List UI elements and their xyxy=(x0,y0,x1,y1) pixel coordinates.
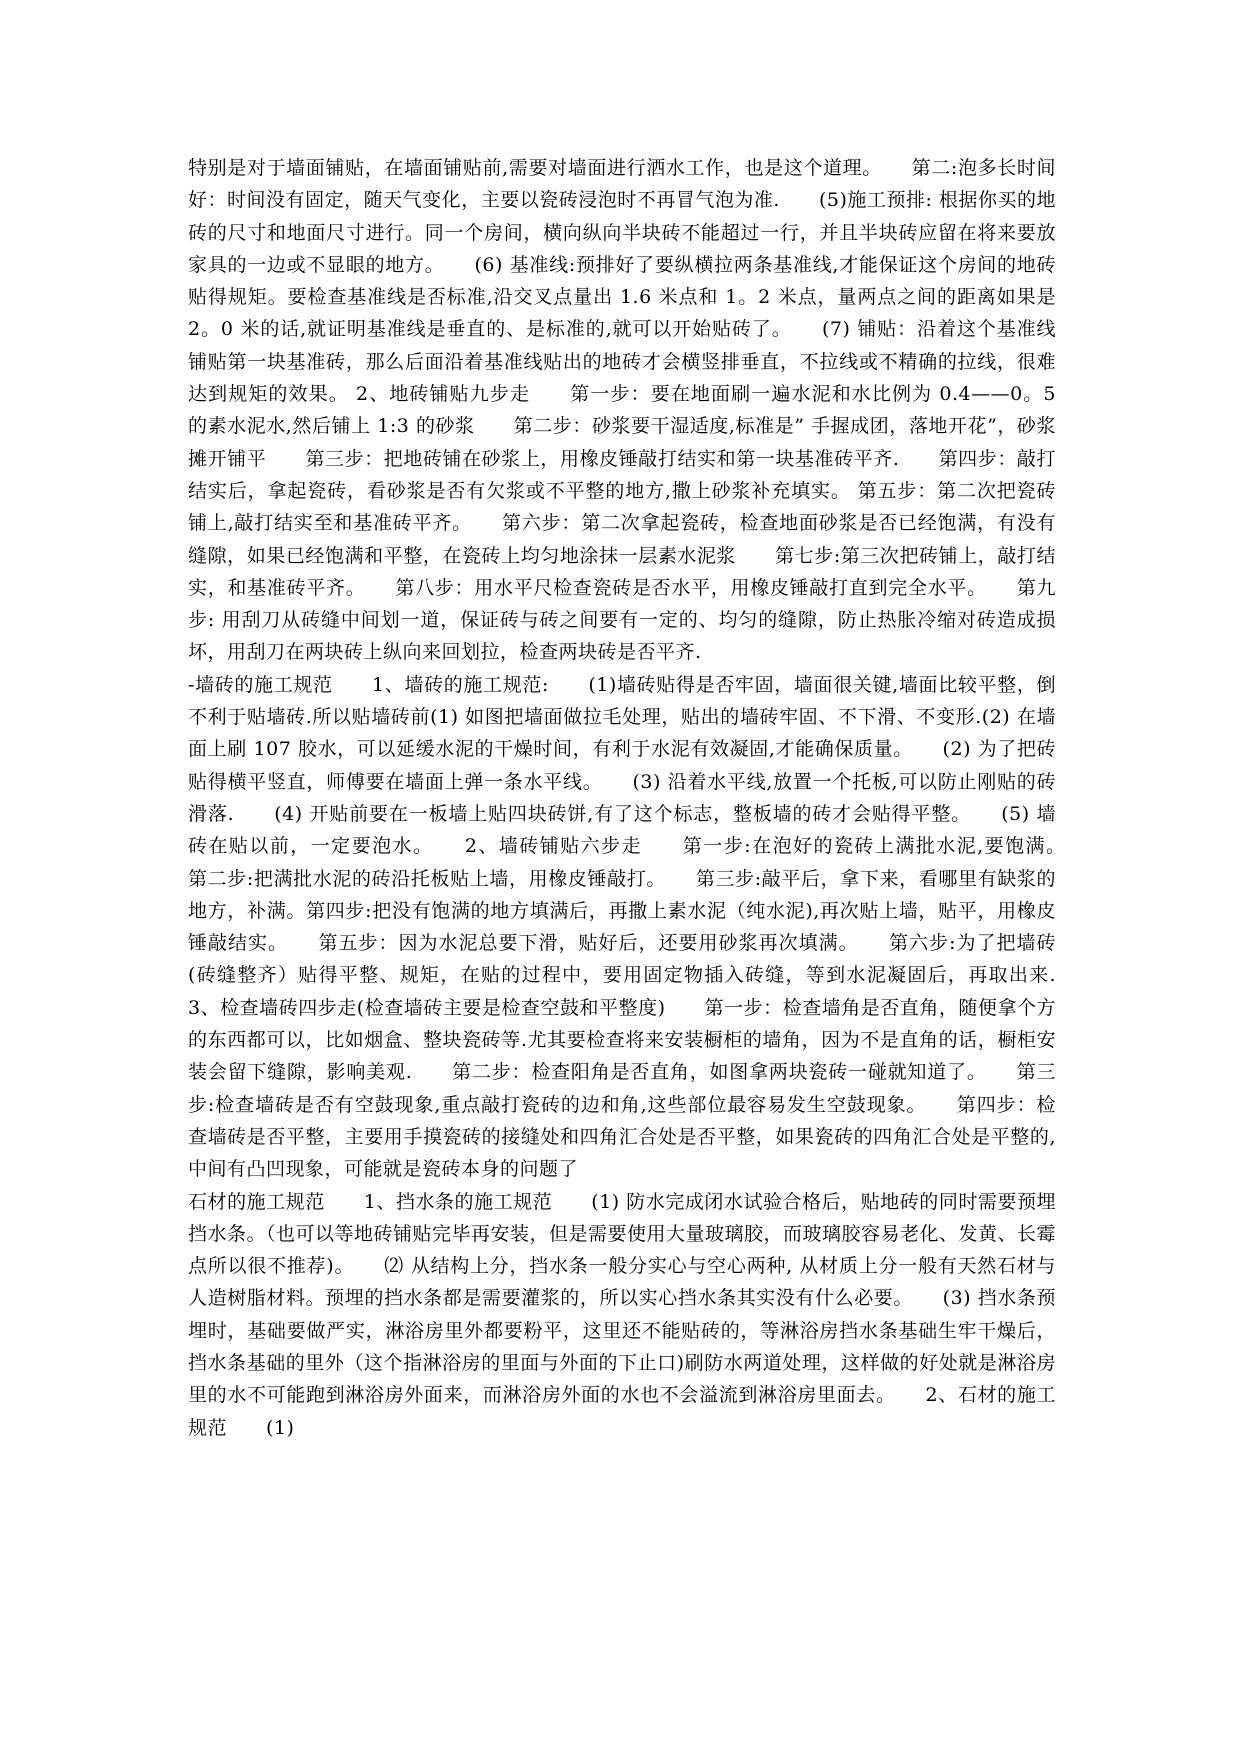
document-body xyxy=(188,152,1096,1444)
paragraph-wall-tile-standards: -墙砖的施工规范 1、墙砖的施工规范: (1)墙砖贴得是否牢固，墙面很关键,墙面比较平整，倒不利于贴墙砖.所以贴墙砖前(1) 如图把墙面做拉毛处理，贴出的墙砖牢固、不下滑、不变形.(2) 在墙面上刷 107 胶水，可以延缓水泥的干燥时间，有利于水泥有效凝固,才能确保质量。 (2) 为了把砖贴得横平竖直，师傅要在墙面上弹一条水平线。 (3) 沿着水平线,放置一个托板,可以防止刚贴的砖滑落. (4) 开贴前要在一板墙上贴四块砖饼,有了这个标志，整板墙的砖才会贴得平整。 (5) 墙砖在贴以前，一定要泡水。 2、墙砖铺贴六步走 第一步:在泡好的瓷砖上满批水泥,要饱满。 第二步:把满批水泥的砖沿托板贴上墙，用橡皮锤敲打。 第三步:敲平后，拿下来，看哪里有缺浆的地方，补满。第四步:把没有饱满的地方填满后，再撒上素水泥（纯水泥),再次贴上墙，贴平，用橡皮锤敲结实。 第五步：因为水泥总要下滑，贴好后，还要用砂浆再次填满。 第六步:为了把墙砖(砖缝整齐）贴得平整、规矩，在贴的过程中，要用固定物插入砖缝，等到水泥凝固后，再取出来. 3、检查墙砖四步走(检查墙砖主要是检查空鼓和平整度) 第一步：检查墙角是否直角，随便拿个方的东西都可以，比如烟盒、整块瓷砖等.尤其要检查将来安装橱柜的墙角，因为不是直角的话，橱柜安装会留下缝隙，影响美观. 第二步：检查阳角是否直角，如图拿两块瓷砖一碰就知道了。 第三步:检查墙砖是否有空鼓现象,重点敲打瓷砖的边和角,这些部位最容易发生空鼓现象。 第四步：检查墙砖是否平整，主要用手摸瓷砖的接缝处和四角汇合处是否平整，如果瓷砖的四角汇合处是平整的,中间有凸凹现象，可能就是瓷砖本身的问题了 xyxy=(188,673,1096,1181)
paragraph-stone-standards: 石材的施工规范 1、挡水条的施工规范 (1) 防水完成闭水试验合格后，贴地砖的同时需要预埋挡水条。（也可以等地砖铺贴完毕再安装，但是需要使用大量玻璃胶，而玻璃胶容易老化、发黄、长霉点所以很不推荐)。 ⑵ 从结构上分，挡水条一般分实心与空心两种, 从材质上分一般有天然石材与人造树脂材料。预埋的挡水条都是需要灌浆的，所以实心挡水条其实没有什么必要。 (3) 挡水条预埋时，基础要做严实，淋浴房里外都要粉平，这里还不能贴砖的，等淋浴房挡水条基础生牢干燥后，挡水条基础的里外（这个指淋浴房的里面与外面的下止口)刷防水两道处理，这样做的好处就是淋浴房里的水不可能跑到淋浴房外面来，而淋浴房外面的水也不会溢流到淋浴房里面去。 2、石材的施工规范 (1) xyxy=(188,1190,1057,1439)
paragraph-floor-tile-steps: 特别是对于墙面铺贴，在墙面铺贴前,需要对墙面进行洒水工作，也是这个道理。 第二:泡多长时间好：时间没有固定，随天气变化，主要以瓷砖浸泡时不再冒气泡为准. (5)施工预排: 根据你买的地砖的尺寸和地面尺寸进行。同一个房间，横向纵向半块砖不能超过一行，并且半块砖应留在将来要放家具的一边或不显眼的地方。 (6) 基准线:预排好了要纵横拉两条基准线,才能保证这个房间的地砖贴得规矩。要检查基准线是否标准,沿交叉点量出 1.6 米点和 1。2 米点，量两点之间的距离如果是 2。0 米的话,就证明基准线是垂直的、是标准的,就可以开始贴砖了。 (7) 铺贴：沿着这个基准线铺贴第一块基准砖，那么后面沿着基准线贴出的地砖才会横竖排垂直，不拉线或不精确的拉线，很难达到规矩的效果。 2、地砖铺贴九步走 第一步：要在地面刷一遍水泥和水比例为 0.4——0。5 的素水泥水,然后铺上 1:3 的砂浆 第二步：砂浆要干湿适度,标准是” 手握成团，落地开花”，砂浆摊开铺平 第三步：把地砖铺在砂浆上，用橡皮锤敲打结实和第一块基准砖平齐. 第四步：敲打结实后，拿起瓷砖，看砂浆是否有欠浆或不平整的地方,撒上砂浆补充填实。 第五步：第二次把瓷砖铺上,敲打结实至和基准砖平齐。 第六步：第二次拿起瓷砖，检查地面砂浆是否已经饱满，有没有缝隙，如果已经饱满和平整，在瓷砖上均匀地涂抹一层素水泥浆 第七步:第三次把砖铺上，敲打结实，和基准砖平齐。 第八步：用水平尺检查瓷砖是否水平，用橡皮锤敲打直到完全水平。 第九步: 用刮刀从砖缝中间划一道，保证砖与砖之间要有一定的、均匀的缝隙，防止热胀冷缩对砖造成损坏，用刮刀在两块砖上纵向来回划拉，检查两块砖是否平齐. xyxy=(188,157,1056,664)
